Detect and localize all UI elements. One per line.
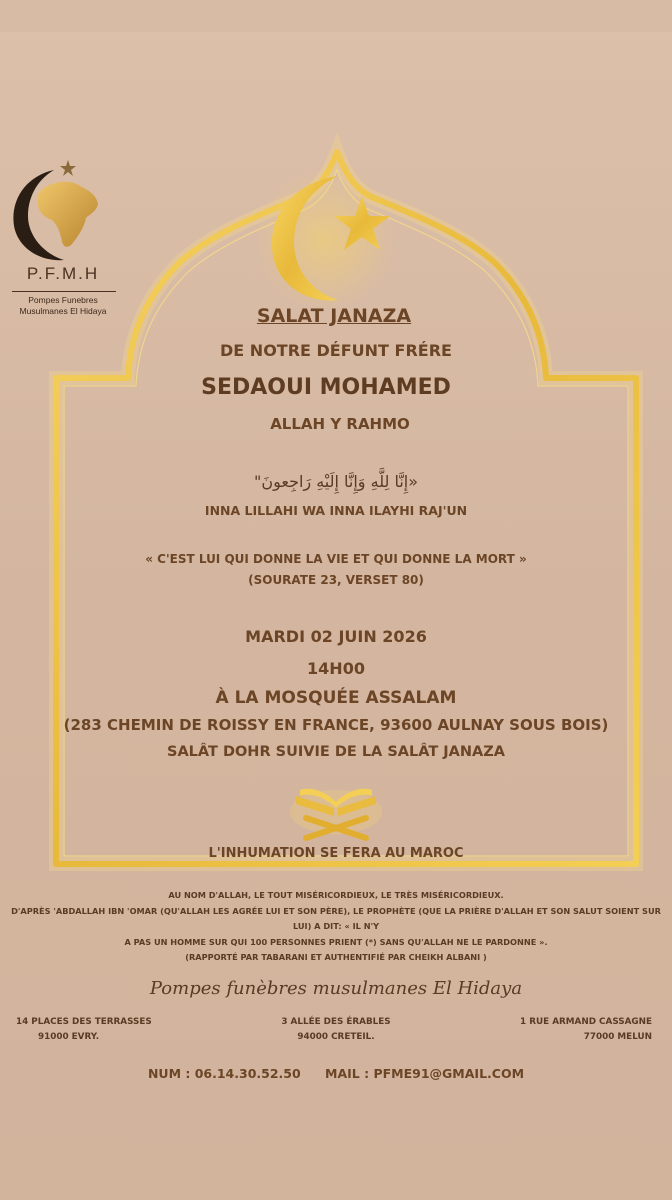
address-creteil-city: 94000 CRETEIL. [297,1032,375,1042]
burial-note: L'INHUMATION SE FERA AU MAROC [208,846,464,861]
hadith-line3: A PAS UN HOMME SUR QUI 100 PERSONNES PRIENT (*) SANS QU'ALLAH NE LE PARDONNE ». [124,936,548,947]
arabic-verse: «إِنَّا لِلَّهِ وَإِنَّا إِلَيْهِ رَاجِعونَ" [253,472,419,491]
phone-number[interactable]: NUM : 06.14.30.52.50 [147,1066,301,1081]
announcement-subtitle: DE NOTRE DÉFUNT FRÉRE [220,341,452,360]
quran-stand-icon [290,789,382,838]
deceased-name: SEDAOUI MOHAMED [201,375,451,400]
logo-subtitle-line2: Musulmanes El Hidaya [19,306,107,316]
hadith-text [10,888,662,966]
logo-subtitle-line1: Pompes Funebres [28,295,98,305]
mosque-address: (283 CHEMIN DE ROISSY EN FRANCE, 93600 AULNAY SOUS BOIS) [63,716,609,734]
hadith-line1: AU NOM D'ALLAH, LE TOUT MISÉRICORDIEUX, LE TRÈS MISÉRICORDIEUX. [168,890,504,900]
ceremony-date: MARDI 02 JUIN 2026 [245,627,427,646]
company-name: Pompes funèbres musulmanes El Hidaya [149,978,523,999]
ceremony-place: À LA MOSQUÉE ASSALAM [215,688,457,708]
crescent-africa-star-icon [4,156,122,264]
address-evry-city: 91000 EVRY. [38,1032,100,1042]
address-melun-city: 77000 MELUN [583,1032,652,1042]
address-creteil-street: 3 ALLÉE DES ÉRABLES [281,1017,391,1027]
address-melun [506,1015,666,1045]
hadith-line4: (RAPPORTÉ PAR TABARANI ET AUTHENTIFIÉ PAR CHEIKH ALBANI ) [185,952,487,962]
address-evry-street: 14 PLACES DES TERRASSES [16,1017,152,1027]
quran-quote: « C'EST LUI QUI DONNE LA VIE ET QUI DONNE LA MORT » [145,552,527,566]
address-creteil [256,1015,416,1045]
email-address[interactable]: MAIL : PFME91@GMAIL.COM [325,1066,525,1081]
logo-divider [12,291,116,292]
address-melun-street: 1 RUE ARMAND CASSAGNE [520,1017,652,1027]
hadith-line2: D'APRÈS 'ABDALLAH IBN 'OMAR (QU'ALLAH LES AGRÉE LUI ET SON PÈRE), LE PROPHÈTE (QUE LA PRIÈRE D'ALLAH ET SON SALUT SOIENT SUR LUI) A DIT: « IL N'Y [11,905,661,931]
ceremony-time: 14H00 [307,659,365,678]
address-evry [16,1015,176,1045]
quote-reference: (SOURATE 23, VERSET 80) [248,573,424,587]
pfmh-logo [4,156,122,326]
contact-line [0,1066,672,1081]
announcement-title: SALAT JANAZA [256,305,412,327]
prayer-schedule: SALÂT DOHR SUIVIE DE LA SALÂT JANAZA [167,744,505,760]
prayer-phrase: ALLAH Y RAHMO [270,415,410,433]
logo-title: P.F.M.H [26,264,100,283]
verse-transliteration: INNA LILLAHI WA INNA ILAYHI RAJ'UN [204,503,468,518]
